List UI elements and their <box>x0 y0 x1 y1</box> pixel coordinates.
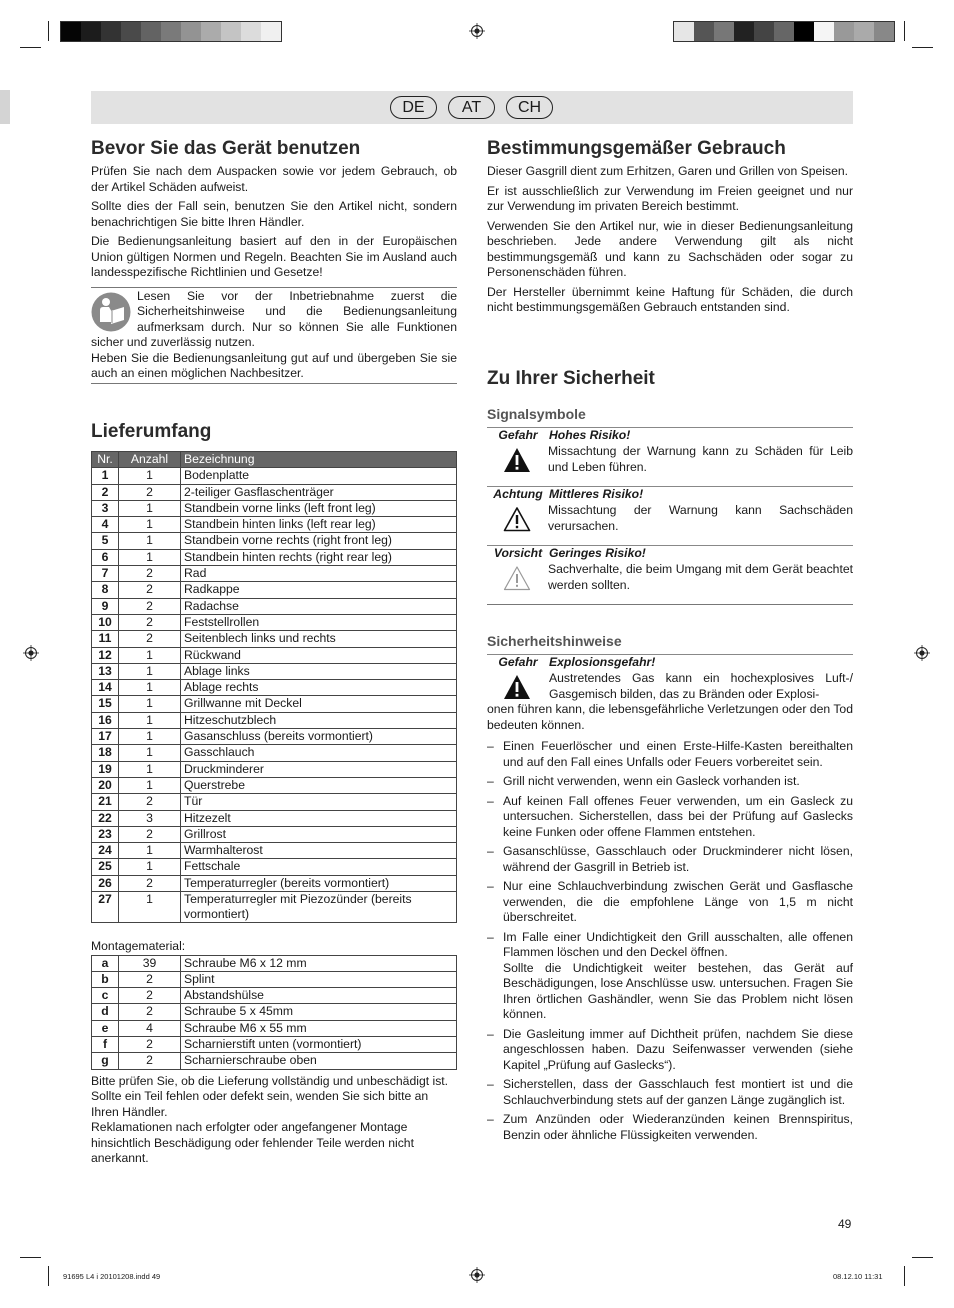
part-letter: a <box>92 955 119 971</box>
safety-hints-list <box>487 739 853 1143</box>
part-number: 19 <box>92 761 119 777</box>
parts-table-body <box>92 468 457 923</box>
part-quantity: 1 <box>119 517 181 533</box>
table-row <box>92 598 457 614</box>
column-header: Bezeichnung <box>181 452 457 468</box>
part-quantity: 2 <box>119 794 181 810</box>
subsection-title: Signalsymbole <box>487 406 586 422</box>
paragraph: Sollte dies der Fall sein, benutzen Sie den Artikel nicht, sondern benachrichtigen Sie bitte Ihren Händler. <box>91 199 457 229</box>
part-name: Standbein vorne rechts (right front leg) <box>181 533 457 549</box>
table-row <box>92 631 457 647</box>
signal-symbol <box>487 427 853 486</box>
page-number: 49 <box>838 1217 852 1231</box>
part-quantity: 1 <box>119 843 181 859</box>
explosion-warning <box>487 654 853 733</box>
crop-mark <box>912 47 933 48</box>
table-row <box>92 826 457 842</box>
read-manual-icon <box>91 292 131 332</box>
part-name: Temperaturregler (bereits vormontiert) <box>181 875 457 891</box>
paragraph: Dieser Gasgrill dient zum Erhitzen, Garen und Grillen von Speisen. <box>487 164 849 178</box>
part-number: 8 <box>92 582 119 598</box>
list-item: – Die Gasleitung immer auf Dichtheit prüfen, nachdem Sie diese angeschlossen haben. Dazu Seifenwasser verwenden (siehe Kapitel „Prüfung auf Gaslecks“). <box>487 1027 853 1074</box>
signal-text: Missachtung der Warnung kann zu Schäden für Leib und Leben führen. <box>548 444 853 474</box>
divider <box>487 604 853 605</box>
crop-mark <box>904 21 905 41</box>
table-row <box>92 712 457 728</box>
table-row <box>92 566 457 582</box>
table-row <box>92 745 457 761</box>
danger-warning-icon <box>503 447 531 473</box>
paragraph: Reklamationen nach erfolgter oder angefangener Montage hinsichtlich Beschädigung oder fehlender Teile werden nicht anerkannt. <box>91 1120 414 1166</box>
table-header-row <box>92 452 457 468</box>
caution-warning-icon <box>503 506 531 532</box>
part-letter: c <box>92 988 119 1004</box>
table-row <box>92 1037 457 1053</box>
list-item: – Grill nicht verwenden, wenn ein Gasleck vorhanden ist. <box>487 774 853 790</box>
part-number: 15 <box>92 696 119 712</box>
mount-table-body <box>92 955 457 1069</box>
warning-level: Explosionsgefahr! <box>549 655 656 669</box>
crop-mark <box>20 1257 41 1258</box>
part-number: 21 <box>92 794 119 810</box>
part-name: Schraube M6 x 55 mm <box>181 1020 457 1036</box>
table-row <box>92 533 457 549</box>
part-quantity: 1 <box>119 500 181 516</box>
part-quantity: 1 <box>119 729 181 745</box>
crop-mark <box>912 1257 933 1258</box>
table-row <box>92 647 457 663</box>
part-letter: b <box>92 971 119 987</box>
table-row <box>92 729 457 745</box>
part-name: Scharnierstift unten (vormontiert) <box>181 1037 457 1053</box>
signal-header <box>487 487 853 503</box>
part-number: 9 <box>92 598 119 614</box>
paragraph: Die Bedienungsanleitung basiert auf den in der Europäischen Union gültigen Normen und Regeln. Beachten Sie im Ausland auch landesspezifische Richtlinien und Gesetze! <box>91 234 457 279</box>
language-band <box>91 91 853 124</box>
part-name: Radkappe <box>181 582 457 598</box>
part-quantity: 2 <box>119 1037 181 1053</box>
signal-header <box>487 546 853 562</box>
registration-mark-icon <box>469 1267 485 1283</box>
list-item: – Zum Anzünden oder Wiederanzünden keinen Brennspiritus, Benzin oder ähnliche Flüssigkeiten verwenden. <box>487 1112 853 1143</box>
flag-de: DE <box>390 96 437 119</box>
paragraph: Der Hersteller übernimmt keine Haftung für Schäden, die durch nicht bestimmungsgemäßen Gebrauch entstanden sind. <box>487 284 853 314</box>
part-quantity: 1 <box>119 680 181 696</box>
part-number: 7 <box>92 566 119 582</box>
part-name: Ablage rechts <box>181 680 457 696</box>
part-letter: d <box>92 1004 119 1020</box>
registration-mark-icon <box>914 645 930 661</box>
table-row <box>92 549 457 565</box>
part-name: Tür <box>181 794 457 810</box>
part-name: Gasanschluss (bereits vormontiert) <box>181 729 457 745</box>
crop-mark <box>48 1266 49 1286</box>
part-number: 11 <box>92 631 119 647</box>
part-name: Grillrost <box>181 826 457 842</box>
section-title: Zu Ihrer Sicherheit <box>487 368 655 389</box>
part-number: 10 <box>92 614 119 630</box>
part-quantity: 1 <box>119 892 181 923</box>
part-quantity: 2 <box>119 614 181 630</box>
footer-file: 91695 L4 i 20101208.indd 49 <box>63 1272 161 1281</box>
part-quantity: 1 <box>119 663 181 679</box>
table-row <box>92 875 457 891</box>
signal-symbol <box>487 545 853 604</box>
table-row <box>92 696 457 712</box>
paragraph: Heben Sie die Bedienungsanleitung gut auf und übergeben Sie sie auch an einen möglichen Nachbesitzer. <box>91 350 457 380</box>
parts-table <box>91 451 457 923</box>
signal-level: Hohes Risiko! <box>549 428 631 442</box>
part-number: 20 <box>92 777 119 793</box>
table-row <box>92 892 457 923</box>
part-quantity: 39 <box>119 955 181 971</box>
divider <box>91 383 457 384</box>
part-number: 6 <box>92 549 119 565</box>
list-item: – Sicherstellen, dass der Gasschlauch fest montiert ist und die Schlauchverbindung stets auf der ganzen Länge zugänglich ist. <box>487 1077 853 1108</box>
part-name: Warmhalterost <box>181 843 457 859</box>
section-title: Bestimmungsgemäßer Gebrauch <box>487 138 786 159</box>
paragraph: Bitte prüfen Sie, ob die Lieferung vollständig und unbeschädigt ist. Sollte ein Teil fehlen oder defekt sein, wenden Sie sich bitte an Ihren Händler. <box>91 1073 449 1119</box>
signal-text: Sachverhalte, die beim Umgang mit dem Gerät beachtet werden sollten. <box>548 562 853 592</box>
list-item: – Nur eine Schlauchverbindung zwischen Gerät und Gasflasche verwenden, die die empfohlene Länge von 1,5 m nicht überschreitet. <box>487 879 853 926</box>
notice-warning-icon <box>503 565 531 591</box>
part-number: 13 <box>92 663 119 679</box>
part-quantity: 1 <box>119 647 181 663</box>
part-quantity: 1 <box>119 468 181 484</box>
paragraph: Prüfen Sie nach dem Auspacken sowie vor jedem Gebrauch, ob der Artikel Schäden aufweist. <box>91 164 457 194</box>
part-quantity: 1 <box>119 549 181 565</box>
signal-key: Gefahr <box>498 428 538 442</box>
part-quantity: 2 <box>119 566 181 582</box>
table-row <box>92 859 457 875</box>
part-name: Scharnierschraube oben <box>181 1053 457 1069</box>
part-number: 24 <box>92 843 119 859</box>
part-name: Druckminderer <box>181 761 457 777</box>
signal-symbol <box>487 486 853 545</box>
part-name: Radachse <box>181 598 457 614</box>
table-row <box>92 761 457 777</box>
table-row <box>92 971 457 987</box>
table-row <box>92 843 457 859</box>
table-row <box>92 517 457 533</box>
part-number: 3 <box>92 500 119 516</box>
part-name: Feststellrollen <box>181 614 457 630</box>
list-item: – Gasanschlüsse, Gasschlauch oder Druckminderer nicht lösen, während der Gasgrill in Betrieb ist. <box>487 844 853 875</box>
registration-mark-icon <box>469 23 485 39</box>
column-header: Nr. <box>92 452 119 468</box>
part-name: Bodenplatte <box>181 468 457 484</box>
part-quantity: 2 <box>119 484 181 500</box>
warning-key: Gefahr <box>498 655 538 669</box>
part-quantity: 1 <box>119 859 181 875</box>
part-letter: g <box>92 1053 119 1069</box>
part-quantity: 1 <box>119 533 181 549</box>
section-intended-use <box>487 138 853 320</box>
part-name: Fettschale <box>181 859 457 875</box>
color-bar-left <box>60 21 282 42</box>
part-quantity: 1 <box>119 777 181 793</box>
table-row <box>92 1004 457 1020</box>
part-number: 5 <box>92 533 119 549</box>
part-name: Splint <box>181 971 457 987</box>
part-quantity: 2 <box>119 988 181 1004</box>
part-number: 23 <box>92 826 119 842</box>
color-bar-right <box>673 21 895 42</box>
footer-date: 08.12.10 11:31 <box>833 1272 883 1281</box>
part-number: 4 <box>92 517 119 533</box>
part-name: Abstandshülse <box>181 988 457 1004</box>
part-name: Rückwand <box>181 647 457 663</box>
part-name: Standbein hinten rechts (right rear leg) <box>181 549 457 565</box>
part-letter: f <box>92 1037 119 1053</box>
part-quantity: 2 <box>119 826 181 842</box>
read-manual-note <box>91 288 457 382</box>
part-quantity: 2 <box>119 582 181 598</box>
paragraph: Lesen Sie vor der Inbetriebnahme zuerst die Sicherheitshinweise und die Bedienungsanleitung aufmerksam durch. Nur so können Sie alle Funktionen sicher und zuverlässig nutzen. <box>91 288 457 349</box>
list-item: – Einen Feuerlöscher und einen Erste-Hilfe-Kasten bereithalten und auf den Fall eines Unfalls oder Feuers vorbereitet sein. <box>487 739 853 770</box>
part-name: Gasschlauch <box>181 745 457 761</box>
part-quantity: 2 <box>119 1053 181 1069</box>
signal-level: Geringes Risiko! <box>549 546 646 560</box>
section-title: Bevor Sie das Gerät benutzen <box>91 138 361 159</box>
part-number: 17 <box>92 729 119 745</box>
part-quantity: 2 <box>119 971 181 987</box>
warning-text: onen führen kann, die lebensgefährliche Verletzungen oder den Tod bedeuten können. <box>487 702 853 732</box>
part-name: Grillwanne mit Deckel <box>181 696 457 712</box>
section-scope-of-delivery <box>91 421 457 1167</box>
column-header: Anzahl <box>119 452 181 468</box>
part-name: Ablage links <box>181 663 457 679</box>
table-row <box>92 810 457 826</box>
part-quantity: 4 <box>119 1020 181 1036</box>
warning-header <box>487 655 853 671</box>
table-row <box>92 988 457 1004</box>
part-quantity: 2 <box>119 875 181 891</box>
part-number: 18 <box>92 745 119 761</box>
margin-tab <box>0 90 10 124</box>
part-letter: e <box>92 1020 119 1036</box>
part-name: Schraube 5 x 45mm <box>181 1004 457 1020</box>
crop-mark <box>48 21 49 41</box>
part-number: 14 <box>92 680 119 696</box>
table-row <box>92 663 457 679</box>
danger-warning-icon <box>503 674 531 700</box>
part-quantity: 2 <box>119 598 181 614</box>
warning-text: Austretendes Gas kann ein hochexplosives Luft-/ Gasgemisch bilden, das zu Bränden oder Explosi- <box>549 671 853 701</box>
part-number: 25 <box>92 859 119 875</box>
mount-material-table <box>91 955 457 1070</box>
table-row <box>92 468 457 484</box>
part-name: Temperaturregler mit Piezozünder (bereits vormontiert) <box>181 892 457 923</box>
flag-ch: CH <box>506 96 553 119</box>
part-quantity: 1 <box>119 696 181 712</box>
paragraph: Er ist ausschließlich zur Verwendung im Freien geeignet und nur zur Verwendung im privaten Bereich bestimmt. <box>487 183 853 213</box>
table-row <box>92 777 457 793</box>
list-item: – Im Falle einer Undichtigkeit den Grill ausschalten, alle offenen Flammen löschen und den Deckel öffnen. Sollte die Undichtigkeit weiter bestehen, das Gerät auf Beschädigungen, lose Anschlüsse usw. untersuchen. Fragen Sie Ihren örtlichen Gashändler, wenn Sie das Problem nicht lösen können. <box>487 930 853 1023</box>
table-row <box>92 582 457 598</box>
section-before-use <box>91 138 457 384</box>
signal-text: Missachtung der Warnung kann Sachschäden verursachen. <box>548 503 853 533</box>
section-safety <box>487 368 853 1147</box>
part-number: 2 <box>92 484 119 500</box>
table-row <box>92 500 457 516</box>
part-quantity: 1 <box>119 712 181 728</box>
table-row <box>92 955 457 971</box>
signal-level: Mittleres Risiko! <box>549 487 644 501</box>
part-name: Standbein hinten links (left rear leg) <box>181 517 457 533</box>
registration-mark-icon <box>23 645 39 661</box>
part-name: 2-teiliger Gasflaschenträger <box>181 484 457 500</box>
table-row <box>92 680 457 696</box>
signal-key: Vorsicht <box>493 546 543 560</box>
mount-material-label: Montagematerial: <box>91 939 186 954</box>
section-title: Lieferumfang <box>91 421 212 442</box>
list-item: – Auf keinen Fall offenes Feuer verwenden, um ein Gasleck zu untersuchen. Sicherstellen, dass bei der Prüfung auf Gaslecks keine Funken oder offene Flammen entstehen. <box>487 794 853 841</box>
part-name: Hitzezelt <box>181 810 457 826</box>
part-name: Seitenblech links und rechts <box>181 631 457 647</box>
crop-mark <box>20 47 41 48</box>
part-name: Querstrebe <box>181 777 457 793</box>
table-row <box>92 1053 457 1069</box>
part-name: Rad <box>181 566 457 582</box>
part-number: 26 <box>92 875 119 891</box>
part-quantity: 1 <box>119 745 181 761</box>
part-quantity: 2 <box>119 1004 181 1020</box>
paragraph: Verwenden Sie den Artikel nur, wie in dieser Bedienungsanleitung beschrieben. Jede andere Verwendung gilt als nicht bestimmungsgemäß und kann zu Sachschäden oder sogar zu Personenschäden führen. <box>487 218 853 279</box>
signal-key: Achtung <box>493 487 543 501</box>
part-quantity: 1 <box>119 761 181 777</box>
part-number: 22 <box>92 810 119 826</box>
table-row <box>92 614 457 630</box>
part-quantity: 2 <box>119 631 181 647</box>
crop-mark <box>904 1266 905 1286</box>
table-row <box>92 1020 457 1036</box>
part-name: Standbein vorne links (left front leg) <box>181 500 457 516</box>
flag-at: AT <box>448 96 495 119</box>
signal-symbols <box>487 427 853 604</box>
subsection-title: Sicherheitshinweise <box>487 633 622 649</box>
part-number: 16 <box>92 712 119 728</box>
part-number: 12 <box>92 647 119 663</box>
table-row <box>92 484 457 500</box>
part-name: Schraube M6 x 12 mm <box>181 955 457 971</box>
signal-header <box>487 428 853 444</box>
part-name: Hitzeschutzblech <box>181 712 457 728</box>
table-row <box>92 794 457 810</box>
part-number: 1 <box>92 468 119 484</box>
part-quantity: 3 <box>119 810 181 826</box>
part-number: 27 <box>92 892 119 923</box>
